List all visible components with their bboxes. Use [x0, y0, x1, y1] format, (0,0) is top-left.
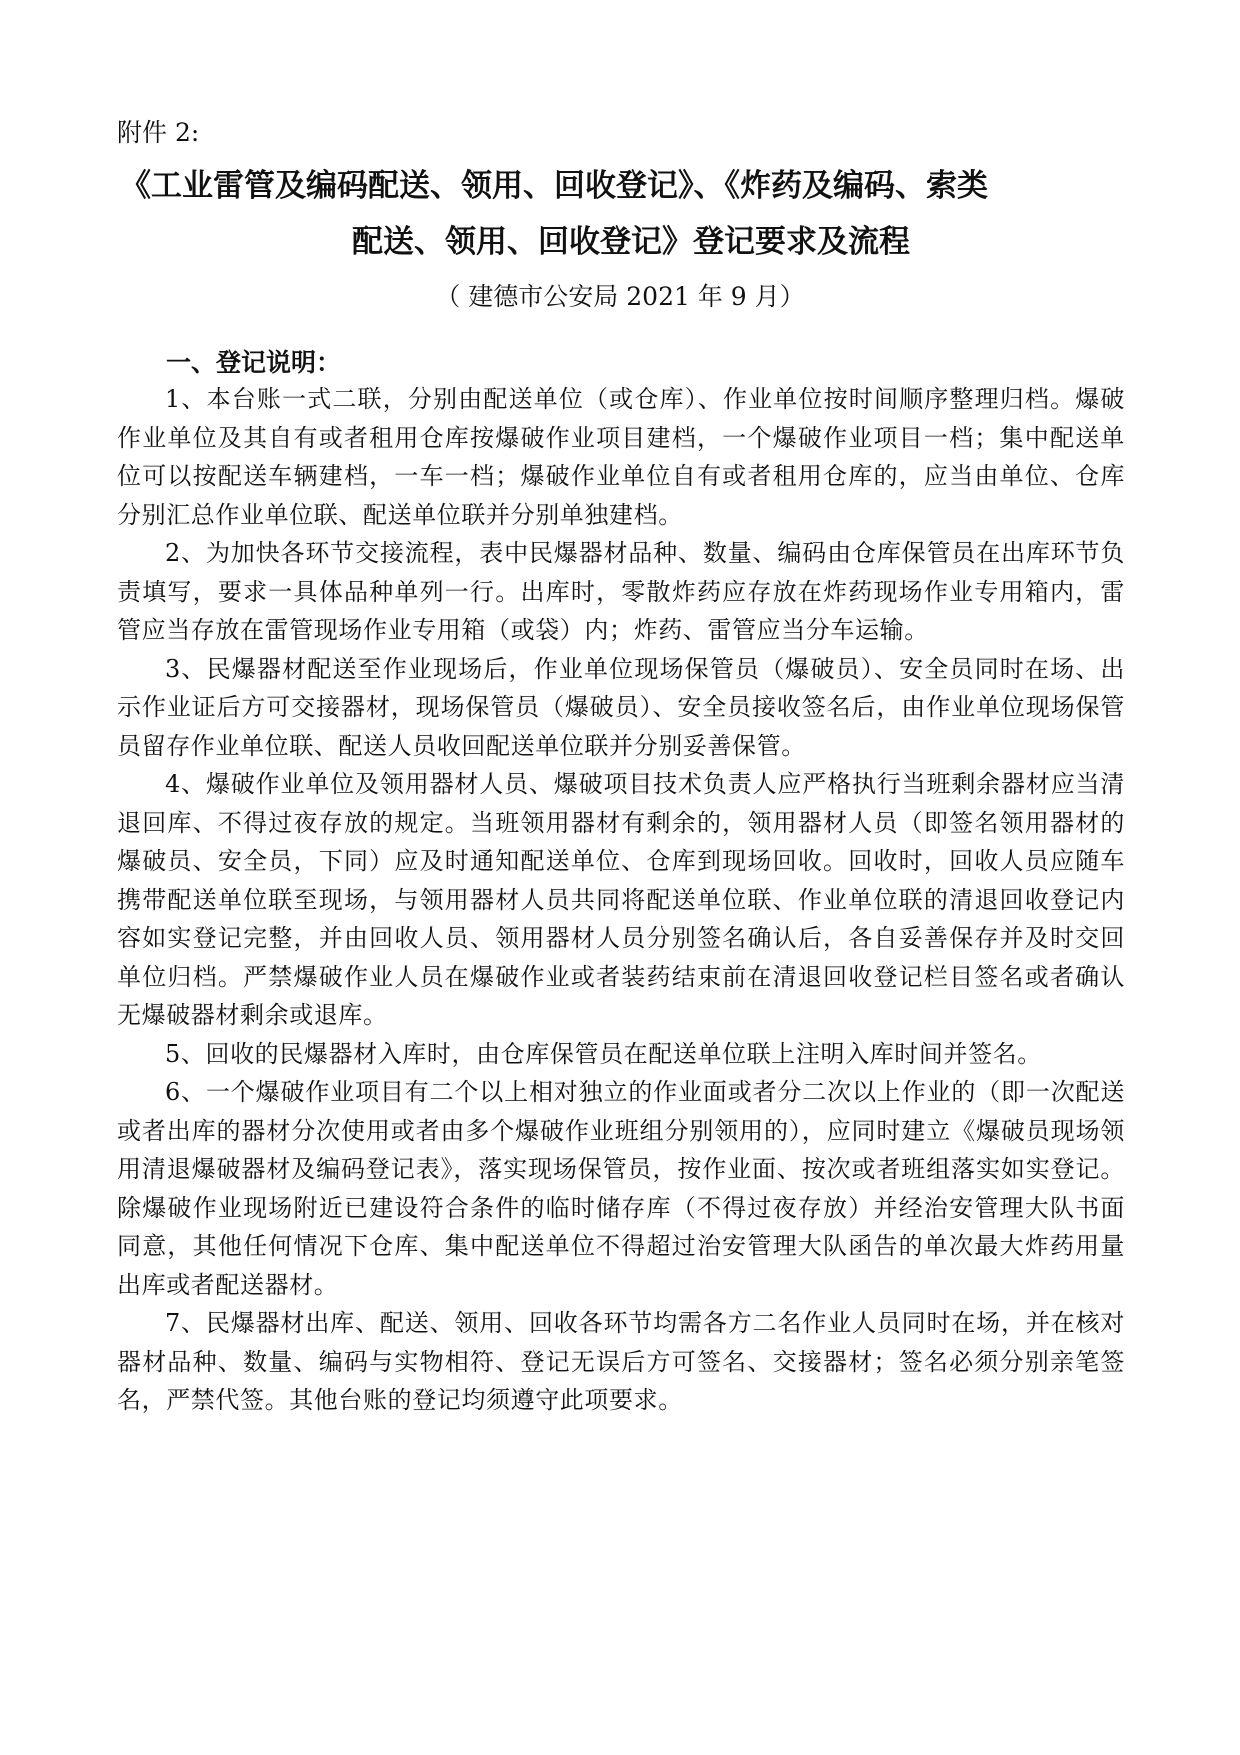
paragraph-3: 3、民爆器材配送至作业现场后，作业单位现场保管员（爆破员）、安全员同时在场、出示作业证后方可交接器材，现场保管员（爆破员）、安全员接收签名后，由作业单位现场保管员留存作业单位联、配送人员收回配送单位联并分别妥善保管。: [117, 654, 1125, 760]
document-title-line-2: 配送、领用、回收登记》登记要求及流程: [352, 224, 910, 260]
paragraph-1: 1、本台账一式二联，分别由配送单位（或仓库）、作业单位按时间顺序整理归档。爆破作业单位及其自有或者租用仓库按爆破作业项目建档，一个爆破作业项目一档；集中配送单位可以按配送车辆建档，一车一档；爆破作业单位自有或者租用仓库的，应当由单位、仓库分别汇总作业单位联、配送单位联并分别单独建档。: [117, 385, 1125, 529]
document-body: [117, 380, 1125, 1420]
paragraph-4: 4、爆破作业单位及领用器材人员、爆破项目技术负责人应严格执行当班剩余器材应当清退回库、不得过夜存放的规定。当班领用器材有剩余的，领用器材人员（即签名领用器材的爆破员、安全员，下同）应及时通知配送单位、仓库到现场回收。回收时，回收人员应随车携带配送单位联至现场，与领用器材人员共同将配送单位联、作业单位联的清退回收登记内容如实登记完整，并由回收人员、领用器材人员分别签名确认后，各自妥善保存并及时交回单位归档。严禁爆破作业人员在爆破作业或者装药结束前在清退回收登记栏目签名或者确认无爆破器材剩余或退库。: [117, 770, 1125, 1029]
section-heading: 一、登记说明：: [166, 348, 342, 377]
document-title-line-1: 《工业雷管及编码配送、领用、回收登记》、《炸药及编码、索类: [120, 168, 988, 204]
paragraph-7: 7、民爆器材出库、配送、领用、回收各环节均需各方二名作业人员同时在场，并在核对器材品种、数量、编码与实物相符、登记无误后方可签名、交接器材；签名必须分别亲笔签名，严禁代签。其他台账的登记均须遵守此项要求。: [117, 1309, 1125, 1414]
paragraph-5: 5、回收的民爆器材入库时，由仓库保管员在配送单位联上注明入库时间并签名。: [165, 1039, 1042, 1068]
paragraph-2: 2、为加快各环节交接流程，表中民爆器材品种、数量、编码由仓库保管员在出库环节负责填写，要求一具体品种单列一行。出库时，零散炸药应存放在炸药现场作业专用箱内，雷管应当存放在雷管现场作业专用箱（或袋）内；炸药、雷管应当分车运输。: [117, 539, 1125, 644]
issuer-date: （ 建德市公安局 2021 年 9 月）: [435, 282, 805, 311]
attachment-label: 附件 2:: [117, 118, 200, 147]
paragraph-6: 6、一个爆破作业项目有二个以上相对独立的作业面或者分二次以上作业的（即一次配送或者出库的器材分次使用或者由多个爆破作业班组分别领用的），应同时建立《爆破员现场领用清退爆破器材及编码登记表》，落实现场保管员，按作业面、按次或者班组落实如实登记。除爆破作业现场附近已建设符合条件的临时储存库（不得过夜存放）并经治安管理大队书面同意，其他任何情况下仓库、集中配送单位不得超过治安管理大队函告的单次最大炸药用量出库或者配送器材。: [117, 1078, 1125, 1299]
